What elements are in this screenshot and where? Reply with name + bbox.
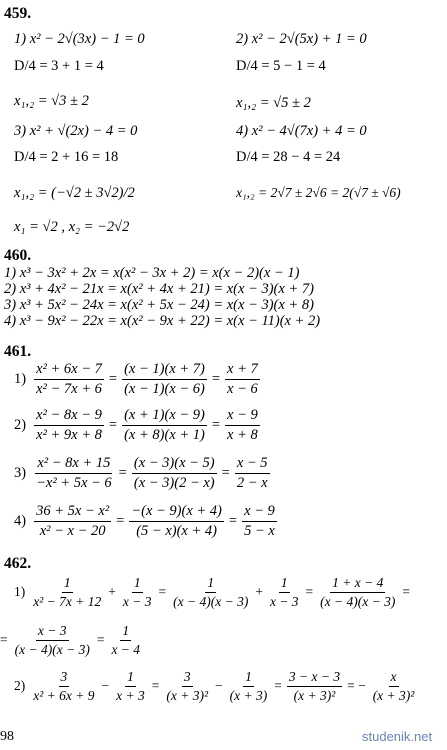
fraction: $\frac{x - 9}{5 - x}$ (244, 503, 275, 539)
fraction: $\frac{1}{(x + 3)}$ (229, 669, 268, 703)
fraction: $\frac{\text{x² + 6x − 7}}{\text{x² − 7x + 6}}$ (36, 361, 102, 397)
fraction: $\frac{3}{\text{x² + 6x + 9}}$ (33, 669, 95, 703)
item-number: 3) (14, 464, 27, 481)
item-number: 2) (14, 678, 26, 694)
fraction: $\frac{x - 5}{2 - x}$ (236, 455, 268, 491)
fraction: $\frac{x}{\text{(x + 3)²}}$ (372, 669, 415, 703)
fraction: $\frac{(x - 1)(x + 7)}{(x - 1)(x - 6)}$ (124, 361, 205, 397)
p461-row2: 2) $\frac{\text{x² − 8x − 9}}{\text{x² + 9x + 8}}$ = $\frac{(x + 1)(x - 9)}{(x + 8)(x + 1)}$ = $\frac{x - 9}{x + 8}$ (14, 407, 258, 443)
p459-eq4: 4) x² − 4√(7x) + 4 = 0 (236, 123, 367, 139)
p460-row3: 3) x³ + 5x² − 24x = x(x² + 5x − 24) = x(x − 3)(x + 8) (4, 297, 314, 313)
fraction: $\frac{x - 9}{x + 8}$ (227, 407, 258, 443)
p459-x1: x₁,₂ = √3 ± 2 (14, 93, 89, 109)
p462-row1-cont: = $\frac{x - 3}{(x - 4)(x - 3)}$ = $\frac{1}{x - 4}$ (0, 623, 141, 657)
fraction: $\frac{\text{x² − 8x − 9}}{\text{x² + 9x + 8}}$ (36, 407, 102, 443)
p459-x2: x₁,₂ = √5 ± 2 (236, 95, 311, 111)
problem-461-header: 461. (4, 343, 32, 360)
fraction: $\frac{1}{(x - 4)(x - 3)}$ (173, 575, 249, 609)
p459-eq1: 1) x² − 2√(3x) − 1 = 0 (14, 31, 145, 47)
p461-row3: 3) $\frac{\text{x² − 8x + 15}}{\text{−x² + 5x − 6}}$ = $\frac{(x - 3)(x - 5)}{(x - 3)(2 - x)}$ = $\frac{x - 5}{2 - x}$ (14, 455, 268, 491)
p459-d4: D/4 = 28 − 4 = 24 (236, 149, 341, 165)
p462-row2: 2) $\frac{3}{\text{x² + 6x + 9}}$ − $\frac{1}{x + 3}$ = $\frac{3}{\text{(x + 3)²}}$ − $\frac{1}{(x + 3)}$ = $\frac{3 - x - 3}{\text{(x + 3)²}}$ = − $\frac{x}{\text{(x + 3)²}}$ (14, 669, 415, 703)
p459-d3: D/4 = 2 + 16 = 18 (14, 149, 119, 165)
fraction: $\frac{(x + 1)(x - 9)}{(x + 8)(x + 1)}$ (124, 407, 205, 443)
fraction: $\frac{\text{x² − 8x + 15}}{\text{−x² + 5x − 6}}$ (36, 455, 112, 491)
p461-row4: 4) $\frac{\text{36 + 5x − x²}}{\text{x² − x − 20}}$ = $\frac{-(x - 9)(x + 4)}{(5 - x)(x + 4)}$ = $\frac{x - 9}{5 - x}$ (14, 503, 275, 539)
p459-d2: D/4 = 5 − 1 = 4 (236, 58, 326, 74)
problem-460-header: 460. (4, 247, 32, 264)
fraction: $\frac{1}{\text{x² − 7x + 12}}$ (33, 575, 102, 609)
problem-462-header: 462. (4, 555, 32, 572)
p460-row2: 2) x³ + 4x² − 21x = x(x² + 4x + 21) = x(x − 3)(x + 7) (4, 281, 314, 297)
fraction: $\frac{\text{36 + 5x − x²}}{\text{x² − x − 20}}$ (36, 503, 110, 539)
fraction: $\frac{(x - 3)(x - 5)}{(x - 3)(2 - x)}$ (133, 455, 215, 491)
p459-eq3: 3) x² + √(2x) − 4 = 0 (14, 123, 138, 139)
item-number: 1) (14, 584, 26, 600)
fraction: $\frac{-(x - 9)(x + 4)}{(5 - x)(x + 4)}$ (131, 503, 222, 539)
p459-x4: x₁,₂ = 2√7 ± 2√6 = 2(√7 ± √6) (236, 185, 401, 200)
fraction: $\frac{3 - x - 3}{\text{(x + 3)²}}$ (288, 669, 341, 703)
p461-row1: 1) $\frac{\text{x² + 6x − 7}}{\text{x² − 7x + 6}}$ = $\frac{(x - 1)(x + 7)}{(x - 1)(x - 6)}$ = $\frac{x + 7}{x - 6}$ (14, 361, 258, 397)
fraction: $\frac{1}{x - 3}$ (269, 575, 299, 609)
fraction: $\frac{1}{x - 4}$ (111, 623, 141, 657)
p460-row4: 4) x³ − 9x² − 22x = x(x² − 9x + 22) = x(x − 11)(x + 2) (4, 313, 321, 329)
watermark: studenik.net (362, 729, 433, 744)
p459-d1: D/4 = 3 + 1 = 4 (14, 58, 104, 74)
p460-row1: 1) x³ − 3x² + 2x = x(x² − 3x + 2) = x(x − 2)(x − 1) (4, 265, 300, 281)
item-number: 2) (14, 416, 27, 433)
p459-x3: x₁,₂ = (−√2 ± 3√2)/2 (14, 185, 135, 201)
p459-eq2: 2) x² − 2√(5x) + 1 = 0 (236, 31, 367, 47)
p459-roots: x₁ = √2 , x₂ = −2√2 (14, 219, 130, 235)
item-number: 1) (14, 370, 27, 387)
p462-row1: 1) $\frac{1}{\text{x² − 7x + 12}}$ + $\frac{1}{x - 3}$ = $\frac{1}{(x - 4)(x - 3)}$ + $\frac{1}{x - 3}$ = $\frac{1 + x - 4}{(x - 4)(x - 3)}$ = (14, 575, 410, 609)
problem-459-header: 459. (4, 5, 32, 22)
fraction: $\frac{x + 7}{x - 6}$ (227, 361, 258, 397)
fraction: $\frac{1 + x - 4}{(x - 4)(x - 3)}$ (320, 575, 396, 609)
fraction: $\frac{1}{x + 3}$ (116, 669, 145, 703)
fraction: $\frac{1}{x - 3}$ (122, 575, 152, 609)
fraction: $\frac{x - 3}{(x - 4)(x - 3)}$ (14, 623, 90, 657)
fraction: $\frac{3}{\text{(x + 3)²}}$ (166, 669, 209, 703)
item-number: 4) (14, 512, 27, 529)
page-number: 98 (0, 729, 14, 744)
